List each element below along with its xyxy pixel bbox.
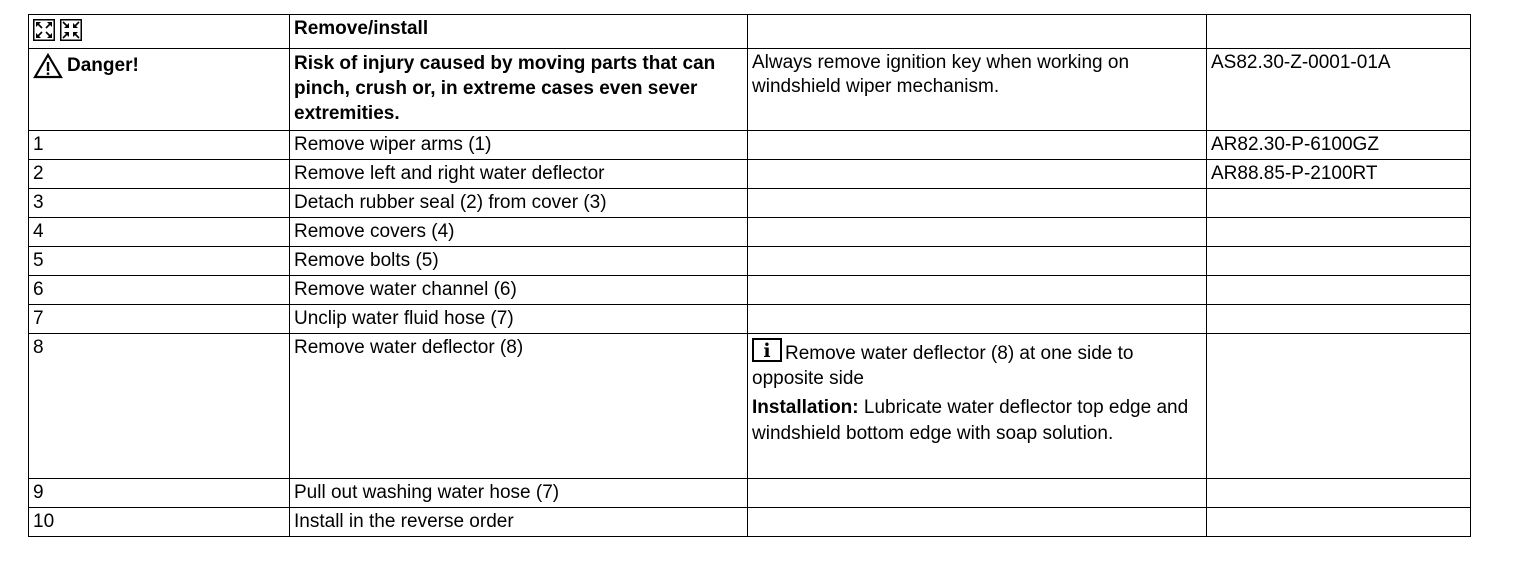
step-number: 4 [29,218,290,247]
danger-ref-link[interactable]: AS82.30-Z-0001-01A [1207,49,1471,131]
step-ref-cell [1207,276,1471,305]
installation-text: Lubricate water deflector top edge and windshield bottom edge with soap solution. [752,397,1189,444]
table-row [29,334,1471,479]
header-row [29,15,1471,49]
header-icons-cell [29,15,290,49]
step-ref-cell [1207,218,1471,247]
table-row [29,305,1471,334]
step-ref-cell [1207,508,1471,537]
step-text: Detach rubber seal (2) from cover (3) [290,189,748,218]
step-note-cell [748,160,1207,189]
step-text: Remove covers (4) [290,218,748,247]
step-number: 10 [29,508,290,537]
info-note [752,338,1202,391]
step-text: Remove water deflector (8) [290,334,748,479]
installation-note [752,395,1202,447]
step-note-cell [748,334,1207,479]
step-number: 1 [29,131,290,160]
section-title: Remove/install [290,15,748,49]
table-row [29,247,1471,276]
step-text: Pull out washing water hose (7) [290,479,748,508]
step-number: 8 [29,334,290,479]
header-empty-cell [1207,15,1471,49]
step-note-cell [748,189,1207,218]
step-note-cell [748,508,1207,537]
danger-label-cell [29,49,290,131]
table-row [29,508,1471,537]
info-note-text: Remove water deflector (8) at one side to opposite side [752,343,1134,389]
step-ref-link[interactable]: AR88.85-P-2100RT [1207,160,1471,189]
danger-label: Danger! [67,55,139,76]
header-empty-cell [748,15,1207,49]
step-number: 2 [29,160,290,189]
expand-arrows-icon[interactable] [33,19,55,41]
step-text: Remove left and right water deflector [290,160,748,189]
step-note-cell [748,305,1207,334]
step-number: 3 [29,189,290,218]
step-ref-cell [1207,334,1471,479]
step-note-cell [748,276,1207,305]
step-ref-cell [1207,247,1471,276]
collapse-arrows-icon[interactable] [60,19,82,41]
warning-triangle-icon [33,53,63,79]
step-ref-cell [1207,479,1471,508]
table-row [29,131,1471,160]
step-text: Unclip water fluid hose (7) [290,305,748,334]
step-text: Install in the reverse order [290,508,748,537]
step-ref-cell [1207,189,1471,218]
step-number: 5 [29,247,290,276]
step-text: Remove bolts (5) [290,247,748,276]
table-row [29,479,1471,508]
table-row [29,189,1471,218]
step-note-cell [748,479,1207,508]
danger-text: Risk of injury caused by moving parts that can pinch, crush or, in extreme cases even sever extremities. [290,49,748,131]
installation-label: Installation: [752,397,859,418]
info-icon [752,338,782,362]
step-note-cell [748,131,1207,160]
danger-row [29,49,1471,131]
step-ref-link[interactable]: AR82.30-P-6100GZ [1207,131,1471,160]
step-ref-cell [1207,305,1471,334]
table-row [29,218,1471,247]
svg-text:i: i [763,340,771,362]
table-row [29,276,1471,305]
step-text: Remove water channel (6) [290,276,748,305]
step-number: 6 [29,276,290,305]
step-number: 9 [29,479,290,508]
procedure-table [28,14,1471,537]
step-text: Remove wiper arms (1) [290,131,748,160]
table-row [29,160,1471,189]
danger-measure: Always remove ignition key when working on windshield wiper mechanism. [748,49,1207,131]
step-note-cell [748,218,1207,247]
step-number: 7 [29,305,290,334]
step-note-cell [748,247,1207,276]
